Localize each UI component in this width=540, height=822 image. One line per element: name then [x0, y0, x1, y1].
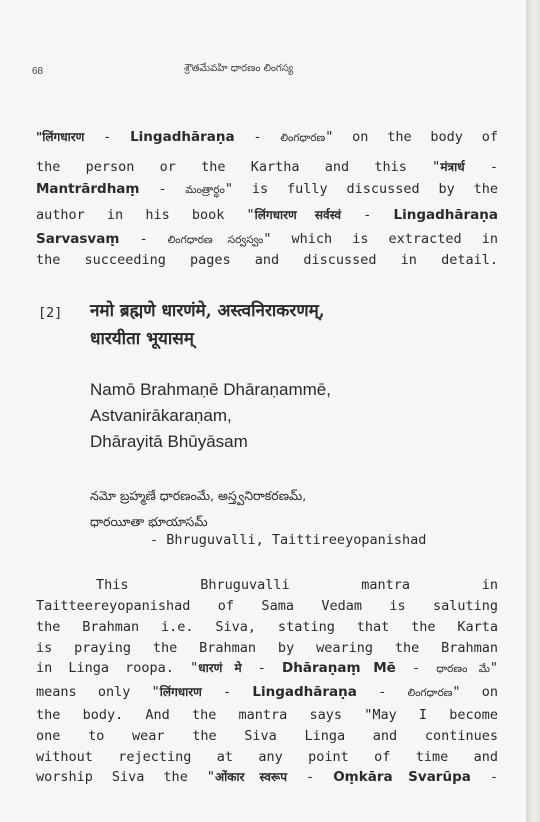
roman-term: Sarvasvaṃ [36, 231, 120, 247]
verse-devanagari-line-2: धारयीता भूयासम् [90, 329, 194, 349]
text-run: worship Siva the " [36, 769, 215, 785]
intro-line-4 [36, 206, 498, 224]
separator: - [395, 660, 437, 676]
body-line-2: Taitteereyopanishad of Sama Vedam is saluting [36, 598, 498, 614]
verse-number: [2] [38, 305, 63, 321]
body-line-8: one to wear the Siva Linga and continues [36, 728, 498, 744]
verse-telugu-line-2: ధారయీతా భూయాసమ్ [90, 514, 208, 529]
intro-line-2 [36, 158, 498, 176]
body-line-7: the body. And the mantra says "May I become [36, 707, 498, 723]
text-run: " on the body of [325, 129, 498, 145]
body-line-6 [36, 683, 498, 702]
verse-source: - Bhruguvalli, Taittireeyopanishad [150, 532, 427, 548]
roman-term: Mantrārdhaṃ [36, 181, 140, 197]
text-run: author in his book " [36, 207, 255, 223]
devanagari-term: मंत्रार्ध [440, 160, 465, 174]
telugu-term: ధారణం మే [436, 663, 490, 675]
page-edge [526, 0, 540, 822]
body-line-9: without rejecting at any point of time and [36, 749, 498, 765]
separator: - [84, 129, 131, 145]
text-run: means only " [36, 684, 160, 700]
separator: - [119, 231, 168, 247]
separator: - [139, 181, 186, 197]
intro-line-6: the succeeding pages and discussed in detail. [36, 252, 498, 268]
roman-term: Lingadhāraṇa [252, 684, 357, 700]
body-line-5 [36, 659, 498, 678]
text-run: - [470, 769, 499, 785]
telugu-term: లింగధారణ సర్వస్వం [167, 234, 264, 246]
running-head: శ్రౌతమేవహి ధారణం లింగస్య [184, 63, 294, 74]
devanagari-term: "लिंगधारण [36, 130, 85, 144]
body-line-4: is praying the Brahman by wearing the Brahman [36, 640, 498, 656]
text-run: - [464, 159, 498, 175]
body-line-1: This Bhruguvalli mantra in [96, 577, 498, 593]
text-run: " [489, 660, 498, 676]
devanagari-term: धारणं मे [198, 661, 242, 675]
text-run: " on [452, 684, 498, 700]
separator: - [201, 684, 253, 700]
roman-term: Lingadhāraṇa [393, 207, 498, 223]
verse-devanagari-line-1: नमो ब्रह्मणे धारणंमे, अस्त्वनिराकरणम्, [90, 301, 325, 321]
devanagari-term: ओंकार स्वरूप [214, 770, 288, 784]
telugu-term: లింగధారణ [280, 132, 326, 144]
devanagari-term: लिंगधारण सर्वस्वं [254, 208, 342, 222]
body-line-10 [36, 768, 498, 786]
separator: - [356, 684, 408, 700]
telugu-term: లింగధారణ [407, 687, 453, 699]
separator: - [234, 129, 281, 145]
roman-term: Oṃkāra Svarūpa [333, 769, 471, 785]
text-run: " is fully discussed by the [224, 181, 498, 197]
intro-line-1 [36, 128, 498, 147]
page-header [32, 62, 486, 80]
intro-line-3 [36, 180, 498, 199]
text-run: the person or the Kartha and this " [36, 159, 441, 175]
page-number: 68 [32, 66, 44, 77]
verse-transliteration-line-2: Astvanirākaraṇam, [90, 406, 232, 425]
telugu-term: మంత్రార్ధం [185, 184, 225, 196]
roman-term: Lingadhāraṇa [130, 129, 235, 145]
verse-transliteration-line-1: Namō Brahmaṇē Dhāraṇammē, [90, 380, 331, 399]
devanagari-term: लिंगधारण [159, 685, 202, 699]
roman-term: Dhāraṇaṃ Mē [282, 660, 396, 676]
body-line-3: the Brahman i.e. Siva, stating that the Karta [36, 619, 498, 635]
text-run: in Linga roopa. " [36, 660, 199, 676]
verse-transliteration-line-3: Dhārayitā Bhūyāsam [90, 432, 248, 451]
verse-telugu-line-1: నమో బ్రహ్మణే ధారణంమే, అస్త్వనిరాకరణమ్, [90, 488, 307, 503]
intro-line-5 [36, 230, 498, 249]
separator: - [341, 207, 394, 223]
text-run: " which is extracted in [263, 231, 498, 247]
separator: - [287, 769, 334, 785]
separator: - [241, 660, 283, 676]
